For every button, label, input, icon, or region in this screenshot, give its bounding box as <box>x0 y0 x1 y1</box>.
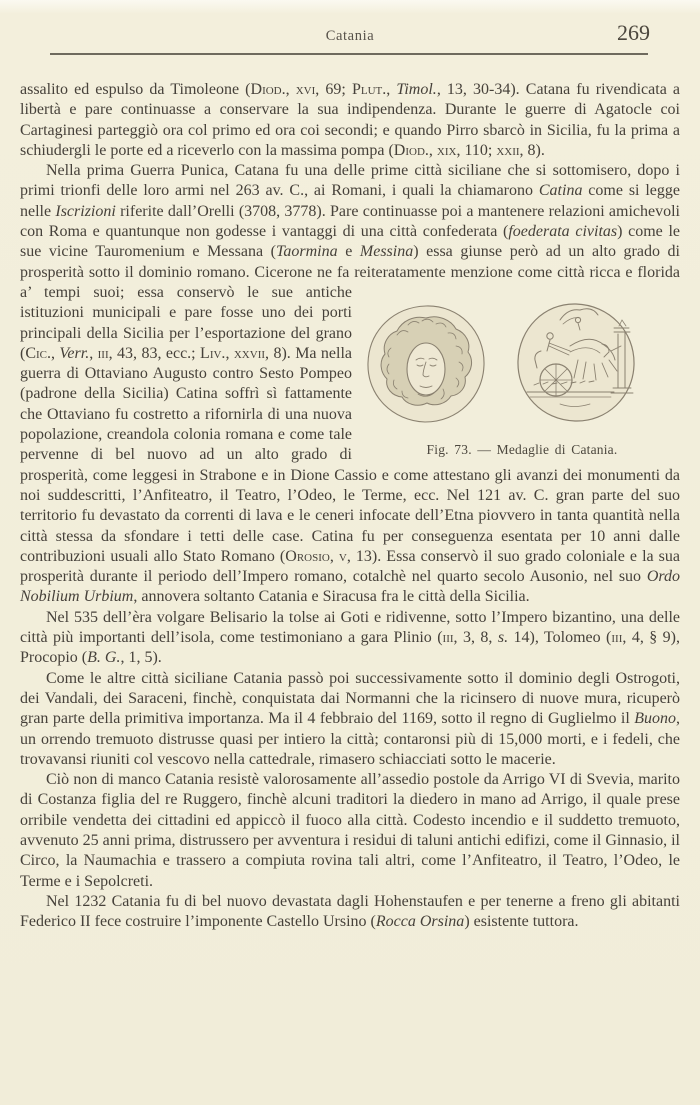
page-number: 269 <box>617 20 650 45</box>
figure-caption: Fig. 73. — Medaglie di Catania. <box>426 441 618 457</box>
text-run: , <box>428 141 437 159</box>
smallcaps-text-run: iii <box>97 344 109 362</box>
paragraph <box>20 161 680 608</box>
italic-text-run: Messina <box>359 243 414 261</box>
text-run: , 69; <box>315 81 352 98</box>
paragraph <box>20 669 680 770</box>
text-run: 14), Tolomeo ( <box>508 629 612 647</box>
italic-text-run: Verr. <box>59 344 90 362</box>
smallcaps-text-run: Diod. <box>250 81 286 98</box>
obverse-coin-illustration <box>368 306 484 422</box>
italic-text-run: Rocca Orsina <box>375 913 465 931</box>
smallcaps-text-run: Cic. <box>25 344 51 362</box>
text-run: , 8). <box>519 141 545 159</box>
text-run: , <box>285 81 296 98</box>
text-run: come si legge nelle <box>20 182 681 220</box>
text-run: assalito ed espulso da Timoleone ( <box>20 81 251 98</box>
text-run: , <box>51 344 60 362</box>
text-run: , 3, 8, <box>453 629 498 647</box>
text-run: ) esistente tuttora. <box>464 913 579 931</box>
smallcaps-text-run: Diod. <box>393 141 429 159</box>
running-title: Catania <box>325 28 375 44</box>
text-run: riferite dall’Orelli (3708, 3778). Pare continuasse poi a mantenere relazioni amichevoli con Roma e quantunque non godesse i vantaggi di una città confederata ( <box>20 202 681 241</box>
italic-text-run: Buono <box>634 710 676 728</box>
smallcaps-text-run: iii <box>611 629 623 647</box>
italic-text-run: Timol. <box>396 81 437 98</box>
text-run: , 43, 83, ecc.; <box>108 344 201 362</box>
smallcaps-text-run: xxvii <box>233 344 266 362</box>
italic-text-run: foederata civitas <box>508 223 618 241</box>
smallcaps-text-run: Orosio <box>285 547 330 565</box>
text-run: e <box>337 243 360 261</box>
paragraph <box>20 80 680 161</box>
text-run: ) come le sue vicine Tauromenium e Messana ( <box>20 223 680 261</box>
paragraph <box>20 770 680 892</box>
paragraph <box>20 892 680 933</box>
text-run: Come le altre città siciliane Catania passò poi successivamente sotto il dominio degli Ostrogoti, dei Vandali, dei Saraceni, finchè, conquistata dai Normanni che la ricinsero di nuove mura, ricuperò gran parte della primitiva importanza. Ma il 4 febbraio del 1169, sotto il regno di Guglielmo il <box>20 669 680 728</box>
text-run: , annovera soltanto Catania e Siracusa fra le città della Sicilia. <box>133 588 530 606</box>
text-run: , 13, 30-34). Catana fu rivendicata a libertà e pare continuasse a conservare la sua indipendenza. Durante le guerre di Agatocle coi Cartaginesi parteggiò ora col primo ed ora coi secondi; e quando Pirro sbarcò in Sicilia, fu la prima a schiudergli le porte ed a riceverlo con la massima pompa ( <box>20 81 681 159</box>
reverse-coin-illustration <box>518 304 634 421</box>
smallcaps-text-run: xvi <box>295 81 316 98</box>
text-run: Nel 1232 Catania fu di bel nuovo devastata dagli Hohenstaufen e per tenerne a freno gli abitanti Federico II fece costruire l’imponente Castello Ursino ( <box>20 892 680 931</box>
body-text <box>20 80 680 932</box>
italic-text-run: s. <box>497 629 509 647</box>
text-run: Nel 535 dell’èra volgare Belisario la tolse ai Goti e ridivenne, sotto l’Impero bizantino, una delle città più importanti dell’isola, come testimoniano a gara Plinio ( <box>20 608 680 647</box>
smallcaps-text-run: Liv. <box>200 344 226 362</box>
text-run: , 1, 5). <box>120 649 162 667</box>
smallcaps-text-run: iii <box>442 629 454 647</box>
text-run: , 13). Essa conservò il suo grado coloniale e la sua prosperità durante il periodo dell’Impero romano, cotalchè nel quarto secolo Ausonio, nel suo <box>20 547 681 586</box>
text-run: , <box>386 81 397 98</box>
text-run: ) essa giunse però ad un alto grado di prosperità sotto il dominio romano. Cicerone ne fa reiteratamente menzione come <box>20 243 680 281</box>
text-run: , <box>89 344 98 362</box>
italic-text-run: Taormina <box>275 243 338 261</box>
text-run: , un orrendo tremuoto distrusse quasi per intiero la città; contaronsi più di 15,000 morti, e i fedeli, che trovavansi riuniti col vescovo nella cattedrale, rimasero schiacciati sotto le macerie. <box>20 710 680 768</box>
smallcaps-text-run: xxii <box>496 141 520 159</box>
italic-text-run: Ordo Nobilium Urbium <box>20 568 680 606</box>
text-run: , <box>225 344 234 362</box>
text-run: , 8). Ma nella guerra di Ottaviano Augusto contro Sesto Pompeo (padrone della Sicilia) Catina soffrì sì fattamente che Ottaviano fu costretto a rifornirla di una nuova popolazione, creandola colonia romana e come tale pervenne di bel nuovo ad un alto grado di prosperità, come leggesi in Strabone e in Dione Cassio e come attestano gli avanzi dei monumenti da noi suddescritti, l’Anfiteatro, il Teatro, l’Odeo, le Terme, ecc. Nel 121 av. C. gran parte del suo territorio fu devastato da correnti di lava e le ceneri infocate dell’Etna piovvero in tanta quantità nella città stessa da sfondare i tetti delle case. Catina fu per conseguenza esentata per 10 anni dalle contribuzioni usuali allo Stato Romano ( <box>20 344 680 565</box>
figure-medaglie <box>364 288 680 458</box>
smallcaps-text-run: Plut. <box>351 81 387 98</box>
text-run: , <box>329 547 339 565</box>
header-rule <box>50 53 648 55</box>
text-run: Nella prima Guerra Punica, Catana fu una delle prime città siciliane che si sottomisero, dopo i primi trionfi delle loro armi nel 263 av. C., ai Romani, i quali la chiamarono <box>20 162 680 200</box>
italic-text-run: B. G. <box>87 649 121 667</box>
smallcaps-text-run: xix <box>436 141 457 159</box>
text-run: , 110; <box>456 141 497 159</box>
text-run: Ciò non di manco Catania resistè valorosamente all’assedio postole da Arrigo VI di Svevia, marito di Costanza figlia del re Ruggero, finchè alcuni traditori la diedero in mano ad Arrigo, il quale prese orribile vendetta dei cittadini ed appiccò il fuoco alla città. Codesto incendio e il suddetto tremuoto, avvenuto 25 anni prima, distrussero per avventura i residui di taluni antichi edifizi, come il Ginnasio, il Circo, la Naumachia e trassero a compiuta rovina tali altri, come l’Anfiteatro, il Teatro, l’Odeo, le Terme e i Sepolcreti. <box>20 771 680 890</box>
page-header <box>0 20 700 56</box>
text-run: , 4, § 9), Procopio ( <box>20 629 681 667</box>
coins-illustration <box>364 288 680 436</box>
text-run: città ricca e florida a’ tempi suoi; essa conservò le sue antiche istituzioni municipali e pare fosse uno dei porti principali della Sicilia per l’esportazione del grano ( <box>20 263 680 362</box>
italic-text-run: Catina <box>538 182 583 200</box>
smallcaps-text-run: v <box>338 547 347 565</box>
paragraph <box>20 608 680 669</box>
italic-text-run: Iscrizioni <box>55 202 116 220</box>
